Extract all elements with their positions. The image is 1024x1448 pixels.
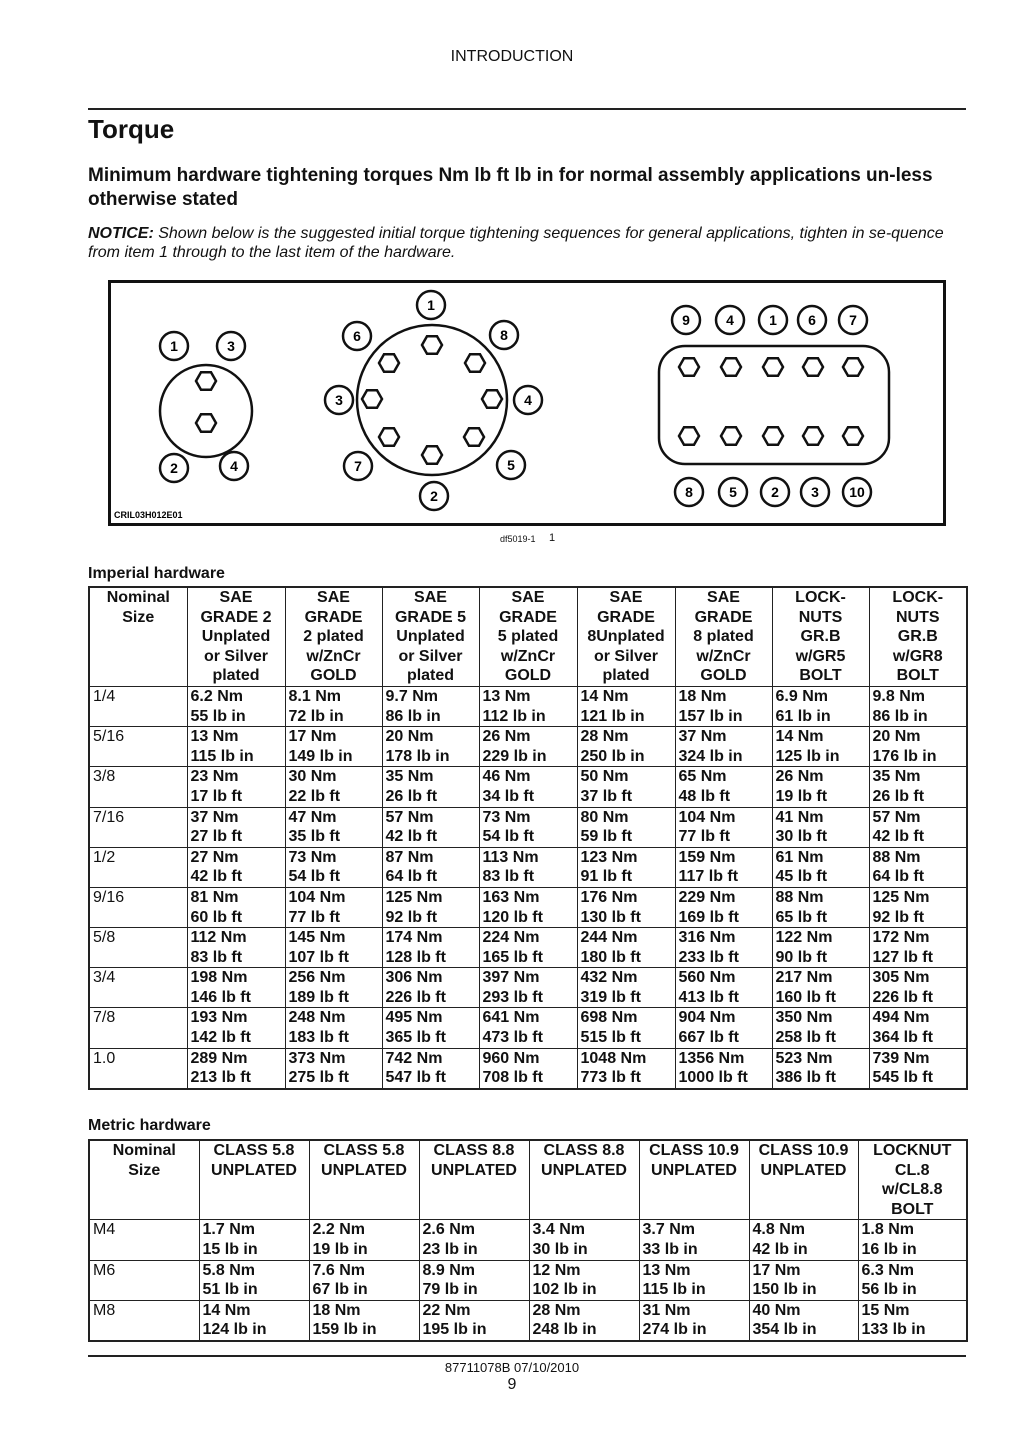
sequence-number: 9 (682, 312, 690, 328)
torque-value-cell: 960 Nm 708 lb ft (479, 1048, 577, 1089)
nominal-size-cell: 7/8 (89, 1008, 187, 1048)
nominal-size-cell: M4 (89, 1220, 199, 1260)
torque-value-cell: 3.7 Nm 33 lb in (639, 1220, 749, 1260)
torque-value-cell: 739 Nm 545 lb ft (869, 1048, 967, 1089)
torque-value-cell: 248 Nm 183 lb ft (285, 1008, 382, 1048)
imperial-col-header: SAE GRADE 2 plated w/ZnCr GOLD (285, 587, 382, 686)
torque-value-cell: 742 Nm 547 lb ft (382, 1048, 479, 1089)
torque-value-cell: 6.3 Nm 56 lb in (858, 1260, 967, 1300)
torque-value-cell: 495 Nm 365 lb ft (382, 1008, 479, 1048)
torque-value-cell: 1048 Nm 773 lb ft (577, 1048, 675, 1089)
sequence-number: 7 (354, 458, 362, 474)
torque-value-cell: 8.1 Nm 72 lb in (285, 686, 382, 726)
section-subtitle: Minimum hardware tightening torques Nm lb ft lb in for normal assembly applications un-less otherwise stated (88, 165, 933, 210)
imperial-heading: Imperial hardware (88, 565, 225, 582)
torque-value-cell: 17 Nm 150 lb in (749, 1260, 858, 1300)
bolt-hex-icon (422, 446, 442, 463)
imperial-col-header: SAE GRADE 2 Unplated or Silver plated (187, 587, 285, 686)
torque-value-cell: 8.9 Nm 79 lb in (419, 1260, 529, 1300)
torque-value-cell: 14 Nm 125 lb in (772, 727, 869, 767)
sequence-number: 2 (430, 488, 438, 504)
sequence-number: 8 (685, 484, 693, 500)
metric-torque-table (88, 1139, 968, 1342)
footer-rule (88, 1355, 966, 1357)
imperial-header-row (89, 587, 967, 686)
imperial-table-row (89, 727, 967, 767)
torque-value-cell: 23 Nm 17 lb ft (187, 767, 285, 807)
sequence-number: 3 (811, 484, 819, 500)
torque-value-cell: 698 Nm 515 lb ft (577, 1008, 675, 1048)
torque-value-cell: 61 Nm 45 lb ft (772, 847, 869, 887)
sequence-number: 2 (170, 460, 178, 476)
torque-value-cell: 80 Nm 59 lb ft (577, 807, 675, 847)
imperial-table-row (89, 968, 967, 1008)
sequence-number: 1 (769, 312, 777, 328)
bolt-hex-icon (379, 354, 399, 371)
torque-value-cell: 26 Nm 229 lb in (479, 727, 577, 767)
torque-value-cell: 2.2 Nm 19 lb in (309, 1220, 419, 1260)
torque-value-cell: 224 Nm 165 lb ft (479, 928, 577, 968)
torque-value-cell: 172 Nm 127 lb ft (869, 928, 967, 968)
metric-col-header: CLASS 8.8 UNPLATED (529, 1140, 639, 1220)
sequence-number: 4 (726, 312, 734, 328)
sequence-number: 3 (227, 338, 235, 354)
nominal-size-cell: M6 (89, 1260, 199, 1300)
metric-col-header: CLASS 10.9 UNPLATED (749, 1140, 858, 1220)
metric-table-row (89, 1220, 967, 1260)
torque-value-cell: 87 Nm 64 lb ft (382, 847, 479, 887)
imperial-table-row (89, 847, 967, 887)
torque-value-cell: 15 Nm 133 lb in (858, 1300, 967, 1341)
torque-value-cell: 229 Nm 169 lb ft (675, 887, 772, 927)
imperial-table-row (89, 807, 967, 847)
torque-value-cell: 104 Nm 77 lb ft (675, 807, 772, 847)
torque-value-cell: 104 Nm 77 lb ft (285, 887, 382, 927)
torque-value-cell: 397 Nm 293 lb ft (479, 968, 577, 1008)
torque-value-cell: 112 Nm 83 lb ft (187, 928, 285, 968)
bolt-hex-icon (803, 427, 823, 444)
torque-value-cell: 289 Nm 213 lb ft (187, 1048, 285, 1089)
torque-value-cell: 2.6 Nm 23 lb in (419, 1220, 529, 1260)
bolt-hex-icon (843, 358, 863, 375)
torque-value-cell: 35 Nm 26 lb ft (382, 767, 479, 807)
torque-value-cell: 46 Nm 34 lb ft (479, 767, 577, 807)
torque-value-cell: 5.8 Nm 51 lb in (199, 1260, 309, 1300)
torque-value-cell: 217 Nm 160 lb ft (772, 968, 869, 1008)
imperial-col-header: Nominal Size (89, 587, 187, 686)
document-number: 87711078B 07/10/2010 (444, 1360, 580, 1375)
metric-col-header: CLASS 5.8 UNPLATED (309, 1140, 419, 1220)
torque-value-cell: 1.8 Nm 16 lb in (858, 1220, 967, 1260)
notice-text: Shown below is the suggested initial torque tightening sequences for general applications, tighten in se-quence from item 1 through to the last item of the hardware. (88, 225, 944, 261)
torque-value-cell: 81 Nm 60 lb ft (187, 887, 285, 927)
torque-value-cell: 18 Nm 157 lb in (675, 686, 772, 726)
torque-value-cell: 41 Nm 30 lb ft (772, 807, 869, 847)
bolt-hex-icon (763, 427, 783, 444)
figure-caption: df5019-1 (500, 534, 536, 544)
figure-code: CRIL03H012E01 (114, 510, 183, 520)
metric-col-header: CLASS 10.9 UNPLATED (639, 1140, 749, 1220)
bolt-hex-icon (721, 427, 741, 444)
nominal-size-cell: 5/8 (89, 928, 187, 968)
metric-col-header: LOCKNUT CL.8 w/CL8.8 BOLT (858, 1140, 967, 1220)
imperial-col-header: LOCK- NUTS GR.B w/GR8 BOLT (869, 587, 967, 686)
torque-value-cell: 560 Nm 413 lb ft (675, 968, 772, 1008)
torque-value-cell: 57 Nm 42 lb ft (869, 807, 967, 847)
torque-value-cell: 31 Nm 274 lb in (639, 1300, 749, 1341)
torque-value-cell: 28 Nm 250 lb in (577, 727, 675, 767)
torque-value-cell: 20 Nm 178 lb in (382, 727, 479, 767)
torque-sequence-diagram (111, 283, 943, 523)
bolt-hex-icon (763, 358, 783, 375)
torque-value-cell: 14 Nm 121 lb in (577, 686, 675, 726)
sequence-number: 1 (427, 297, 435, 313)
torque-value-cell: 22 Nm 195 lb in (419, 1300, 529, 1341)
torque-value-cell: 193 Nm 142 lb ft (187, 1008, 285, 1048)
imperial-table-row (89, 686, 967, 726)
torque-value-cell: 113 Nm 83 lb ft (479, 847, 577, 887)
torque-value-cell: 40 Nm 354 lb in (749, 1300, 858, 1341)
torque-value-cell: 18 Nm 159 lb in (309, 1300, 419, 1341)
torque-value-cell: 163 Nm 120 lb ft (479, 887, 577, 927)
bolt-hex-icon (464, 428, 484, 445)
torque-value-cell: 35 Nm 26 lb ft (869, 767, 967, 807)
bolt-hex-icon (422, 336, 442, 353)
nominal-size-cell: 1/4 (89, 686, 187, 726)
imperial-table-row (89, 928, 967, 968)
torque-value-cell: 1.7 Nm 15 lb in (199, 1220, 309, 1260)
metric-heading: Metric hardware (88, 1117, 211, 1134)
sequence-number: 4 (230, 458, 238, 474)
torque-value-cell: 14 Nm 124 lb in (199, 1300, 309, 1341)
torque-value-cell: 7.6 Nm 67 lb in (309, 1260, 419, 1300)
torque-value-cell: 13 Nm 112 lb in (479, 686, 577, 726)
bolt-hex-icon (465, 354, 485, 371)
bolt-hex-icon (679, 358, 699, 375)
metric-table-row (89, 1260, 967, 1300)
torque-value-cell: 13 Nm 115 lb in (639, 1260, 749, 1300)
torque-value-cell: 641 Nm 473 lb ft (479, 1008, 577, 1048)
torque-value-cell: 244 Nm 180 lb ft (577, 928, 675, 968)
torque-value-cell: 6.2 Nm 55 lb in (187, 686, 285, 726)
torque-value-cell: 316 Nm 233 lb ft (675, 928, 772, 968)
bolt-hex-icon (196, 414, 216, 431)
torque-value-cell: 305 Nm 226 lb ft (869, 968, 967, 1008)
nominal-size-cell: 9/16 (89, 887, 187, 927)
torque-value-cell: 432 Nm 319 lb ft (577, 968, 675, 1008)
bolt-hex-icon (196, 372, 216, 389)
bolt-hex-icon (721, 358, 741, 375)
bolt-hex-icon (679, 427, 699, 444)
torque-value-cell: 50 Nm 37 lb ft (577, 767, 675, 807)
torque-value-cell: 28 Nm 248 lb in (529, 1300, 639, 1341)
torque-value-cell: 494 Nm 364 lb ft (869, 1008, 967, 1048)
metric-header-row (89, 1140, 967, 1220)
page-number: 9 (507, 1376, 517, 1393)
sequence-number: 4 (524, 392, 532, 408)
torque-value-cell: 9.8 Nm 86 lb in (869, 686, 967, 726)
sequence-number: 6 (808, 312, 816, 328)
imperial-col-header: SAE GRADE 5 plated w/ZnCr GOLD (479, 587, 577, 686)
sequence-number: 3 (335, 392, 343, 408)
torque-value-cell: 88 Nm 65 lb ft (772, 887, 869, 927)
torque-value-cell: 125 Nm 92 lb ft (869, 887, 967, 927)
sequence-number: 2 (771, 484, 779, 500)
figure-number: 1 (549, 532, 556, 544)
torque-value-cell: 30 Nm 22 lb ft (285, 767, 382, 807)
torque-value-cell: 6.9 Nm 61 lb in (772, 686, 869, 726)
notice-paragraph (88, 224, 966, 262)
torque-value-cell: 198 Nm 146 lb ft (187, 968, 285, 1008)
imperial-col-header: SAE GRADE 8 plated w/ZnCr GOLD (675, 587, 772, 686)
torque-value-cell: 20 Nm 176 lb in (869, 727, 967, 767)
imperial-torque-table (88, 586, 968, 1090)
torque-value-cell: 145 Nm 107 lb ft (285, 928, 382, 968)
torque-value-cell: 73 Nm 54 lb ft (285, 847, 382, 887)
header-rule (88, 108, 966, 110)
torque-value-cell: 13 Nm 115 lb in (187, 727, 285, 767)
torque-value-cell: 12 Nm 102 lb in (529, 1260, 639, 1300)
torque-value-cell: 37 Nm 27 lb ft (187, 807, 285, 847)
sequence-number: 1 (170, 338, 178, 354)
torque-value-cell: 27 Nm 42 lb ft (187, 847, 285, 887)
torque-sequence-figure (108, 280, 946, 526)
torque-value-cell: 3.4 Nm 30 lb in (529, 1220, 639, 1260)
metric-col-header: CLASS 5.8 UNPLATED (199, 1140, 309, 1220)
imperial-col-header: SAE GRADE 5 Unplated or Silver plated (382, 587, 479, 686)
torque-value-cell: 174 Nm 128 lb ft (382, 928, 479, 968)
torque-value-cell: 26 Nm 19 lb ft (772, 767, 869, 807)
nominal-size-cell: 3/4 (89, 968, 187, 1008)
flange-outline (357, 325, 507, 475)
cover-outline (659, 346, 889, 464)
nominal-size-cell: 7/16 (89, 807, 187, 847)
torque-value-cell: 904 Nm 667 lb ft (675, 1008, 772, 1048)
torque-value-cell: 122 Nm 90 lb ft (772, 928, 869, 968)
sequence-number: 5 (507, 457, 515, 473)
page-title: Torque (88, 114, 175, 144)
torque-value-cell: 37 Nm 324 lb in (675, 727, 772, 767)
torque-value-cell: 88 Nm 64 lb ft (869, 847, 967, 887)
bolt-hex-icon (362, 390, 382, 407)
flange-outline (160, 365, 252, 457)
metric-table-row (89, 1300, 967, 1341)
torque-value-cell: 4.8 Nm 42 lb in (749, 1220, 858, 1260)
page-header: INTRODUCTION (450, 48, 574, 65)
sequence-number: 6 (353, 328, 361, 344)
torque-value-cell: 176 Nm 130 lb ft (577, 887, 675, 927)
sequence-number: 8 (500, 327, 508, 343)
torque-value-cell: 123 Nm 91 lb ft (577, 847, 675, 887)
nominal-size-cell: 3/8 (89, 767, 187, 807)
bolt-hex-icon (803, 358, 823, 375)
notice-label: NOTICE: (88, 225, 154, 242)
imperial-col-header: LOCK- NUTS GR.B w/GR5 BOLT (772, 587, 869, 686)
nominal-size-cell: M8 (89, 1300, 199, 1341)
torque-value-cell: 47 Nm 35 lb ft (285, 807, 382, 847)
torque-value-cell: 125 Nm 92 lb ft (382, 887, 479, 927)
torque-value-cell: 65 Nm 48 lb ft (675, 767, 772, 807)
sequence-number: 5 (729, 484, 737, 500)
torque-value-cell: 256 Nm 189 lb ft (285, 968, 382, 1008)
imperial-table-row (89, 887, 967, 927)
torque-value-cell: 159 Nm 117 lb ft (675, 847, 772, 887)
torque-value-cell: 350 Nm 258 lb ft (772, 1008, 869, 1048)
torque-value-cell: 73 Nm 54 lb ft (479, 807, 577, 847)
nominal-size-cell: 1/2 (89, 847, 187, 887)
torque-value-cell: 523 Nm 386 lb ft (772, 1048, 869, 1089)
imperial-table-row (89, 1008, 967, 1048)
torque-value-cell: 373 Nm 275 lb ft (285, 1048, 382, 1089)
bolt-hex-icon (482, 390, 502, 407)
imperial-table-row (89, 1048, 967, 1089)
bolt-hex-icon (379, 428, 399, 445)
torque-value-cell: 306 Nm 226 lb ft (382, 968, 479, 1008)
sequence-number: 7 (849, 312, 857, 328)
torque-value-cell: 9.7 Nm 86 lb in (382, 686, 479, 726)
imperial-table-row (89, 767, 967, 807)
bolt-hex-icon (843, 427, 863, 444)
sequence-number: 10 (849, 484, 865, 500)
nominal-size-cell: 1.0 (89, 1048, 187, 1089)
torque-value-cell: 57 Nm 42 lb ft (382, 807, 479, 847)
metric-col-header: CLASS 8.8 UNPLATED (419, 1140, 529, 1220)
torque-value-cell: 1356 Nm 1000 lb ft (675, 1048, 772, 1089)
imperial-col-header: SAE GRADE 8Unplated or Silver plated (577, 587, 675, 686)
nominal-size-cell: 5/16 (89, 727, 187, 767)
torque-value-cell: 17 Nm 149 lb in (285, 727, 382, 767)
metric-col-header: Nominal Size (89, 1140, 199, 1220)
